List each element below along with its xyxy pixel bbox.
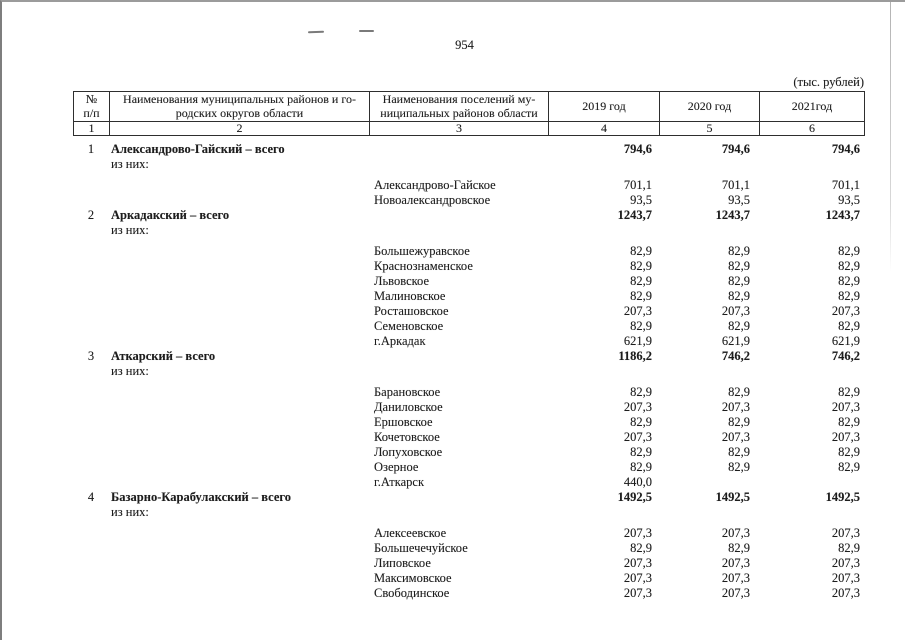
units-note: (тыс. рублей) (793, 75, 864, 89)
row-number: 2 (87, 208, 95, 222)
value-2021: 621,9 (831, 334, 860, 348)
settlement-row (73, 475, 864, 490)
value-2021 (759, 475, 864, 490)
settlement-row (73, 304, 864, 319)
settlement-row (73, 334, 864, 349)
value-2019: 82,9 (630, 274, 652, 288)
settlement-row (73, 259, 864, 274)
value-2019: 93,5 (630, 193, 652, 207)
value-2019: 207,3 (623, 571, 652, 585)
settlement-row (73, 541, 864, 556)
district-name (109, 556, 369, 571)
header-text: Наименования поселений му- (382, 92, 536, 106)
table-body (73, 142, 864, 601)
value-2019: 82,9 (630, 460, 652, 474)
value-2019 (548, 223, 659, 238)
value-2019: 82,9 (630, 385, 652, 399)
settlement-row (73, 289, 864, 304)
row-number (73, 178, 109, 193)
value-2019: 207,3 (623, 526, 652, 540)
value-2021: 794,6 (831, 142, 860, 156)
value-2020: 82,9 (728, 259, 750, 273)
column-index: 5 (660, 122, 760, 136)
settlement-name: Краснознаменское (374, 259, 473, 273)
row-number (73, 460, 109, 475)
settlement-name: Лопуховское (374, 445, 443, 459)
settlement-row (73, 178, 864, 193)
header-cell-year-2019: 2019 год (549, 92, 660, 122)
value-2021: 82,9 (838, 289, 860, 303)
row-number (73, 319, 109, 334)
settlement-name (369, 490, 548, 505)
value-2019: 794,6 (623, 142, 652, 156)
header-text: п/п (83, 105, 100, 120)
district-name (109, 430, 369, 445)
value-2021: 82,9 (838, 385, 860, 399)
settlement-name: Большечечуйское (374, 541, 468, 555)
value-2019: 207,3 (623, 400, 652, 414)
district-name (109, 445, 369, 460)
district-name (109, 460, 369, 475)
value-2020 (659, 157, 759, 172)
column-index: 1 (74, 122, 110, 136)
column-index: 4 (549, 122, 660, 136)
settlement-name: Семеновское (374, 319, 444, 333)
value-2019: 1186,2 (618, 349, 652, 363)
value-2020: 82,9 (728, 319, 750, 333)
value-2021: 207,3 (831, 430, 860, 444)
settlement-row (73, 385, 864, 400)
value-2021: 207,3 (831, 571, 860, 585)
value-2021: 746,2 (831, 349, 860, 363)
value-2019: 440,0 (623, 475, 652, 489)
row-number (73, 445, 109, 460)
row-number (73, 505, 109, 520)
header-cell-num (74, 92, 110, 122)
district-name (109, 400, 369, 415)
header-text: Наименования муниципальных районов и го- (123, 92, 356, 106)
value-2020: 82,9 (728, 415, 750, 429)
row-number (73, 334, 109, 349)
value-2019: 82,9 (630, 289, 652, 303)
district-name (109, 178, 369, 193)
column-index: 6 (760, 122, 865, 136)
value-2020: 1243,7 (715, 208, 750, 222)
settlement-row (73, 244, 864, 259)
row-number: 4 (87, 490, 95, 504)
iz-nih-row (73, 505, 864, 520)
settlement-row (73, 193, 864, 208)
value-2020: 207,3 (721, 400, 750, 414)
value-2019: 207,3 (623, 430, 652, 444)
value-2020: 82,9 (728, 244, 750, 258)
column-index: 3 (370, 122, 549, 136)
value-2021: 1492,5 (825, 490, 860, 504)
settlement-row (73, 556, 864, 571)
settlement-name: Даниловское (374, 400, 443, 414)
district-name (109, 244, 369, 259)
settlement-name: Росташовское (374, 304, 449, 318)
row-number (73, 304, 109, 319)
district-name (109, 274, 369, 289)
row-number (73, 193, 109, 208)
settlement-name: г.Аркадак (374, 334, 426, 348)
value-2020: 701,1 (721, 178, 750, 192)
value-2020: 93,5 (728, 193, 750, 207)
value-2021 (759, 157, 864, 172)
row-number (73, 223, 109, 238)
iz-nih-label: из них: (111, 364, 149, 378)
district-name (109, 475, 369, 490)
row-number (73, 364, 109, 379)
settlement-name: Барановское (374, 385, 441, 399)
district-name (109, 526, 369, 541)
value-2021: 207,3 (831, 400, 860, 414)
value-2019: 82,9 (630, 541, 652, 555)
iz-nih-row (73, 157, 864, 172)
row-number (73, 586, 109, 601)
settlement-row (73, 400, 864, 415)
settlement-name (369, 208, 548, 223)
value-2021: 82,9 (838, 319, 860, 333)
settlement-name: Кочетовское (374, 430, 440, 444)
header-row (74, 92, 865, 122)
settlement-name: г.Аткарск (374, 475, 425, 489)
district-name (109, 193, 369, 208)
value-2019 (548, 157, 659, 172)
district-name (109, 415, 369, 430)
header-cell-district (110, 92, 370, 122)
value-2020 (659, 364, 759, 379)
district-row (73, 142, 864, 157)
value-2020 (659, 223, 759, 238)
value-2020: 207,3 (721, 586, 750, 600)
row-number (73, 415, 109, 430)
district-row (73, 490, 864, 505)
settlement-row (73, 415, 864, 430)
value-2019: 82,9 (630, 319, 652, 333)
value-2019: 82,9 (630, 244, 652, 258)
value-2019: 82,9 (630, 259, 652, 273)
value-2021: 207,3 (831, 586, 860, 600)
value-2020: 82,9 (728, 541, 750, 555)
value-2020 (659, 475, 759, 490)
value-2020: 82,9 (728, 385, 750, 399)
settlement-name (369, 505, 548, 520)
row-number (73, 430, 109, 445)
header-cell-settlement (370, 92, 549, 122)
value-2019: 1243,7 (617, 208, 652, 222)
district-name (109, 304, 369, 319)
iz-nih-label: из них: (111, 223, 149, 237)
value-2020: 82,9 (728, 460, 750, 474)
settlement-name: Малиновское (374, 289, 446, 303)
row-number (73, 475, 109, 490)
district-row (73, 208, 864, 223)
settlement-name: Максимовское (374, 571, 452, 585)
row-number (73, 556, 109, 571)
value-2019 (548, 364, 659, 379)
settlement-row (73, 460, 864, 475)
value-2021: 207,3 (831, 304, 860, 318)
district-name (109, 259, 369, 274)
district-name (109, 289, 369, 304)
value-2021: 207,3 (831, 526, 860, 540)
settlement-name: Озерное (374, 460, 419, 474)
value-2020: 207,3 (721, 571, 750, 585)
settlement-row (73, 274, 864, 289)
settlement-name (369, 364, 548, 379)
header-text: ниципальных районов области (380, 105, 538, 120)
value-2020: 207,3 (721, 304, 750, 318)
district-name (109, 385, 369, 400)
value-2021: 701,1 (831, 178, 860, 192)
value-2020 (659, 505, 759, 520)
column-index: 2 (110, 122, 370, 136)
scan-artifact (359, 30, 374, 32)
value-2019: 621,9 (623, 334, 652, 348)
row-number (73, 289, 109, 304)
settlement-name: Липовское (374, 556, 431, 570)
settlement-name: Большежуравское (374, 244, 470, 258)
row-number (73, 244, 109, 259)
settlement-name (369, 142, 548, 157)
row-number: 1 (87, 142, 95, 156)
district-name (109, 571, 369, 586)
value-2021 (759, 505, 864, 520)
district-name (109, 334, 369, 349)
header-text: № (85, 92, 98, 106)
settlement-name (369, 223, 548, 238)
scan-artifact (308, 31, 324, 34)
value-2020: 794,6 (721, 142, 750, 156)
iz-nih-label: из них: (111, 505, 149, 519)
iz-nih-label: из них: (111, 157, 149, 171)
district-name: Александрово-Гайский – всего (111, 142, 285, 156)
row-number (73, 385, 109, 400)
value-2020: 621,9 (721, 334, 750, 348)
settlement-name (369, 349, 548, 364)
settlement-name: Львовское (374, 274, 430, 288)
settlement-row (73, 571, 864, 586)
settlement-name: Свободинское (374, 586, 450, 600)
value-2020: 82,9 (728, 289, 750, 303)
value-2019: 207,3 (623, 556, 652, 570)
header-cell-year-2020: 2020 год (660, 92, 760, 122)
page-number: 954 (455, 38, 474, 52)
value-2021: 82,9 (838, 259, 860, 273)
row-number (73, 274, 109, 289)
iz-nih-row (73, 364, 864, 379)
value-2021: 82,9 (838, 415, 860, 429)
value-2020: 1492,5 (715, 490, 750, 504)
value-2019: 207,3 (623, 586, 652, 600)
header-text: родских округов области (175, 105, 304, 120)
value-2021: 1243,7 (825, 208, 860, 222)
row-number: 3 (87, 349, 95, 363)
district-row (73, 349, 864, 364)
value-2021: 207,3 (831, 556, 860, 570)
value-2021: 82,9 (838, 244, 860, 258)
settlement-row (73, 526, 864, 541)
settlement-name: Новоалександровское (374, 193, 491, 207)
header-cell-year-2021: 2021год (760, 92, 865, 122)
value-2019: 82,9 (630, 415, 652, 429)
row-number (73, 571, 109, 586)
value-2021: 82,9 (838, 274, 860, 288)
settlement-name (369, 157, 548, 172)
value-2020: 207,3 (721, 556, 750, 570)
row-number (73, 541, 109, 556)
table-header (73, 91, 865, 136)
settlement-row (73, 319, 864, 334)
settlement-name: Ершовское (374, 415, 433, 429)
row-number (73, 526, 109, 541)
value-2021: 82,9 (838, 541, 860, 555)
value-2021 (759, 364, 864, 379)
value-2021: 82,9 (838, 445, 860, 459)
district-name (109, 319, 369, 334)
district-name (109, 541, 369, 556)
value-2019: 207,3 (623, 304, 652, 318)
value-2021: 93,5 (838, 193, 860, 207)
value-2021 (759, 223, 864, 238)
value-2021: 82,9 (838, 460, 860, 474)
district-name (109, 586, 369, 601)
district-name: Аткарский – всего (111, 349, 216, 363)
row-number (73, 157, 109, 172)
value-2019 (548, 505, 659, 520)
value-2020: 82,9 (728, 274, 750, 288)
settlement-row (73, 430, 864, 445)
row-number (73, 400, 109, 415)
iz-nih-row (73, 223, 864, 238)
settlement-name: Алексеевское (374, 526, 447, 540)
district-name: Базарно-Карабулакский – всего (111, 490, 291, 504)
settlement-row (73, 586, 864, 601)
settlement-row (73, 445, 864, 460)
value-2019: 1492,5 (617, 490, 652, 504)
value-2020: 82,9 (728, 445, 750, 459)
row-number (73, 259, 109, 274)
value-2020: 207,3 (721, 526, 750, 540)
settlement-name: Александрово-Гайское (374, 178, 496, 192)
value-2020: 207,3 (721, 430, 750, 444)
value-2020: 746,2 (721, 349, 750, 363)
column-index-row (74, 122, 865, 136)
value-2019: 82,9 (630, 445, 652, 459)
value-2019: 701,1 (623, 178, 652, 192)
district-name: Аркадакский – всего (111, 208, 230, 222)
